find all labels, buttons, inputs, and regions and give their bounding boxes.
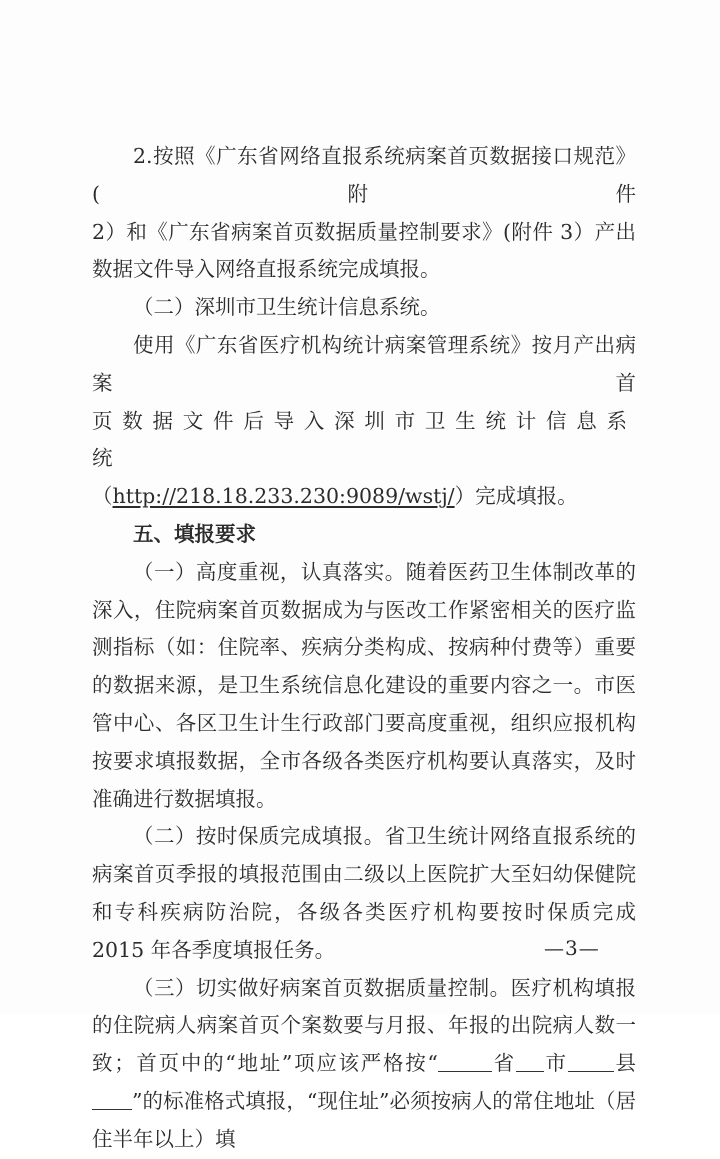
- paragraph-shenzhen-line2: 页数据文件后导入深圳市卫生统计信息系统: [92, 408, 636, 471]
- requirement-1-lead: （一）高度重视，认真落实。: [133, 559, 406, 584]
- requirement-2-lead: （二）按时保质完成填报。: [133, 824, 385, 849]
- paragraph-shenzhen-line1: 使用《广东省医疗机构统计病案管理系统》按月产出病案首: [92, 332, 636, 395]
- document-body: [92, 138, 636, 1159]
- blank-county: [568, 1053, 614, 1072]
- paragraph-item-2-rest: 2）和《广东省病案首页数据质量控制要求》(附件 3）产出数据文件导入网络直报系统完成填报。: [92, 219, 636, 282]
- paragraph-shenzhen-line3: （http://218.18.233.230:9089/wstj/）完成填报。: [92, 484, 578, 509]
- system-url-link[interactable]: http://218.18.233.230:9089/wstj/: [112, 484, 455, 509]
- subheading-shenzhen-system: （二）深圳市卫生统计信息系统。: [133, 295, 441, 320]
- page-number: —3—: [544, 936, 600, 960]
- blank-town: [92, 1091, 132, 1110]
- paragraph-requirement-2: （二）按时保质完成填报。省卫生统计网络直报系统的病案首页季报的填报范围由二级以上医院扩大至妇幼保健院和专科疾病防治院，各级各类医疗机构要按时保质完成 2015 年各季度填报任务。: [92, 824, 637, 962]
- blank-province: [438, 1053, 492, 1072]
- paragraph-requirement-3: （三）切实做好病案首页数据质量控制。医疗机构填报的住院病人病案首页个案数要与月报、年报的出院病人数一致；首页中的“地址”项应该严格按“ 省 市 县”的标准格式填报，“现住址”必须按病人的常住地址（居住半年以上）填: [92, 975, 637, 1151]
- blank-city: [516, 1053, 544, 1072]
- paragraph-requirement-1: （一）高度重视，认真落实。随着医药卫生体制改革的深入，住院病案首页数据成为与医改工作紧密相关的医疗监测指标（如：住院率、疾病分类构成、按病种付费等）重要的数据来源，是卫生系统信息化建设的重要内容之一。市医管中心、各区卫生计生行政部门要高度重视，组织应报机构按要求填报数据，全市各级各类医疗机构要认真落实，及时准确进行数据填报。: [92, 559, 637, 811]
- requirement-3-lead: （三）切实做好病案首页数据质量控制。: [133, 975, 511, 1000]
- paragraph-item-2-line1: 2.按照《广东省网络直报系统病案首页数据接口规范》(附件: [92, 144, 636, 206]
- section-heading-requirements: 五、填报要求: [133, 521, 256, 546]
